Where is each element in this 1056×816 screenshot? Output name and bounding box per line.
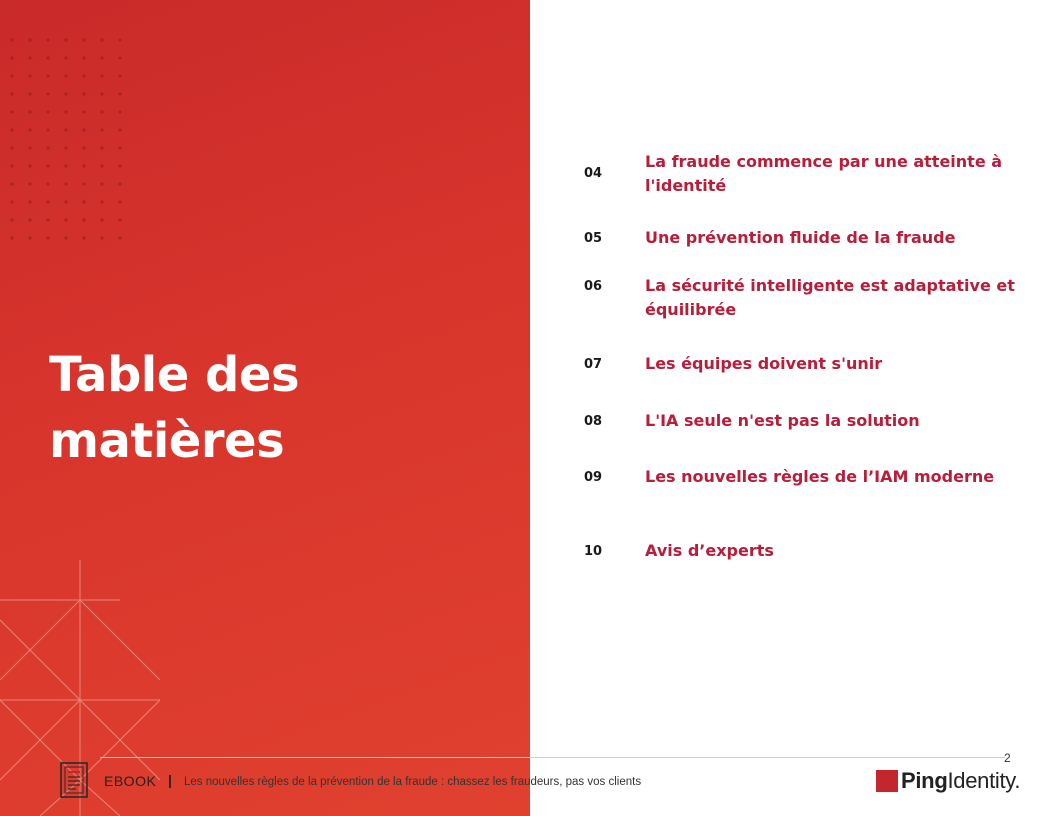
toc-page-number: 07 [584,357,603,372]
toc-link[interactable]: La fraude commence par une atteinte à l'identité [645,152,1003,195]
toc-page-number: 08 [584,414,603,429]
logo-text-suffix: . [1014,768,1021,793]
logo-mark [876,770,898,792]
toc-link[interactable]: La sécurité intelligente est adaptative et équilibrée [645,276,1015,319]
toc-link[interactable]: Les équipes doivent s'unir [645,354,883,373]
title-line-1: Table des [49,347,300,403]
toc-page-number: 05 [584,231,603,246]
footer-subtitle: Les nouvelles règles de la prévention de la fraude : chassez les fraudeurs, pas vos clients [184,776,642,788]
toc-page-number: 04 [584,166,603,181]
title-line-2: matières [49,413,285,469]
toc-page-number: 10 [584,544,603,559]
toc-link[interactable]: Une prévention fluide de la fraude [645,228,956,247]
document-icon [60,762,88,798]
footer-separator: | [168,772,172,788]
toc-page-number: 06 [584,279,603,294]
page-number: 2 [1004,751,1011,765]
toc-link[interactable]: Avis d’experts [645,541,774,560]
footer-divider [100,757,1005,758]
logo-text-bold: Ping [901,768,948,793]
dot-pattern [8,36,138,266]
logo-wordmark [901,768,1020,794]
table-of-contents [560,0,1030,600]
toc-link[interactable]: L'IA seule n'est pas la solution [645,411,920,430]
logo-text-regular: Identity [947,768,1015,793]
footer-ebook-label: EBOOK [104,773,157,789]
page-title [49,342,299,474]
toc-link[interactable]: Les nouvelles règles de l’IAM moderne [645,467,995,486]
toc-page-number: 09 [584,470,603,485]
